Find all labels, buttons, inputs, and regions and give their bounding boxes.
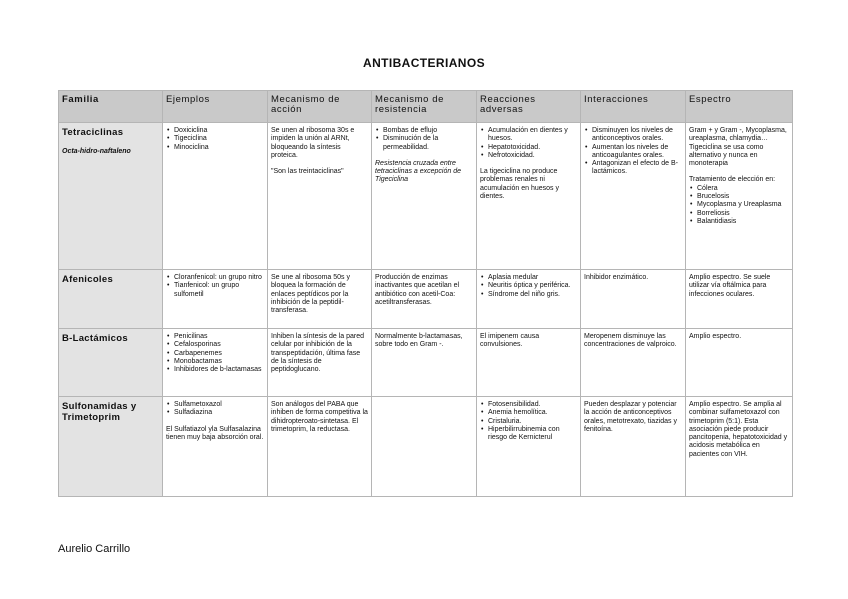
- list-item: • Cólera: [689, 185, 789, 193]
- familia-cell: [59, 329, 163, 397]
- header-reacciones-adversas: Reacciones adversas: [477, 91, 581, 123]
- adversas-cell: [477, 270, 581, 329]
- cell-text: Tratamiento de elección en:: [689, 176, 776, 184]
- list-item: • Cloranfenicol: un grupo nitro: [166, 274, 264, 282]
- cell-text: Son análogos del PABA que inhiben de forma competitiva la dihidropteroato-sintetasa. El trimetoprim, la reductasa.: [271, 401, 368, 433]
- list-item: • Doxiciclina: [166, 127, 264, 135]
- familia-name: Afenicoles: [62, 274, 114, 285]
- list-item: • Neuritis óptica y periférica.: [480, 282, 577, 290]
- list-item: • Carbapenemes: [166, 350, 264, 358]
- list-item: • Síndrome del niño gris.: [480, 291, 577, 299]
- espectro-cell: [686, 123, 793, 270]
- list-item: • Sulfadiazina: [166, 409, 264, 417]
- list-item: • Disminución de la permeabilidad.: [375, 135, 473, 152]
- cell-text: Meropenem disminuye las concentraciones de valproico.: [584, 333, 677, 349]
- header-familia: Familia: [59, 91, 163, 123]
- familia-name: Tetraciclinas: [62, 127, 124, 138]
- author-name: Aurelio Carrillo: [58, 543, 131, 555]
- cell-text: Amplio espectro. Se suele utilizar vía oftálmica para infecciones oculares.: [689, 274, 771, 298]
- cell-text: Se unen al ribosoma 30s e impiden la unión al ARNt, bloqueando la síntesis proteica.: [271, 127, 355, 159]
- resistencia-cell: [372, 397, 477, 497]
- espectro-cell: [686, 397, 793, 497]
- cell-text: Normalmente b-lactamasas, sobre todo en Gram -.: [375, 333, 463, 349]
- cell-text: Pueden desplazar y potenciar la acción de anticonceptivos orales, metotrexato, tiazidas y fenitoína.: [584, 401, 677, 433]
- list-item: • Hepatotoxicidad.: [480, 144, 577, 152]
- document-title: ANTIBACTERIANOS: [363, 56, 485, 70]
- familia-cell: [59, 397, 163, 497]
- familia-name: B-Lactámicos: [62, 333, 128, 344]
- table-row: [59, 397, 793, 497]
- espectro-cell: [686, 270, 793, 329]
- list-item: • Nefrotoxicidad.: [480, 152, 577, 160]
- header-interacciones: Interacciones: [581, 91, 686, 123]
- resistencia-cell: [372, 123, 477, 270]
- list-item: • Cefalosporinas: [166, 341, 264, 349]
- header-ejemplos: Ejemplos: [163, 91, 268, 123]
- list-item: • Inhibidores de b-lactamasas: [166, 366, 264, 374]
- list-item: • Balantidiasis: [689, 218, 789, 226]
- list-item: • Brucelosis: [689, 193, 789, 201]
- cell-text: Inhiben la síntesis de la pared celular por inhibición de la transpeptidación, última fase de la síntesis de peptidoglucano.: [271, 333, 365, 374]
- adversas-cell: [477, 397, 581, 497]
- interacciones-cell: [581, 123, 686, 270]
- accion-cell: [268, 123, 372, 270]
- cell-text: Inhibidor enzimático.: [584, 274, 649, 281]
- list-item: • Tianfenicol: un grupo sulfometil: [166, 282, 264, 299]
- cell-text: Gram + y Gram -, Mycoplasma, ureaplasma, chlamydia… Tigeciclina se usa como alternativo y nunca en monoterapia: [689, 127, 787, 168]
- cell-text: "Son las treintaciclinas": [271, 168, 344, 176]
- list-item: • Fotosensibilidad.: [480, 401, 577, 409]
- header-mecanismo-resistencia: Mecanismo de resistencia: [372, 91, 477, 123]
- resistencia-cell: [372, 270, 477, 329]
- adversas-cell: [477, 329, 581, 397]
- list-item: • Hiperbilirrubinemia con riesgo de Kernicterul: [480, 426, 577, 443]
- antibacterial-table: [58, 90, 793, 497]
- header-mecanismo-accion: Mecanismo de acción: [268, 91, 372, 123]
- ejemplos-cell: [163, 270, 268, 329]
- familia-name: Sulfonamidas y Trimetoprim: [62, 401, 137, 423]
- familia-cell: [59, 123, 163, 270]
- header-row: [59, 91, 793, 123]
- list-item: • Minociclina: [166, 144, 264, 152]
- list-item: • Tigeciclina: [166, 135, 264, 143]
- list-item: • Aplasia medular: [480, 274, 577, 282]
- list-item: • Monobactamas: [166, 358, 264, 366]
- list-item: • Acumulación en dientes y huesos.: [480, 127, 577, 144]
- cell-text: Producción de enzimas inactivantes que acetilan el antibiótico con acetil-Coa: acetiltransferasas.: [375, 274, 460, 306]
- table-row: [59, 329, 793, 397]
- cell-note: La tigeciclina no produce problemas renales ni acumulación en huesos y dientes.: [480, 168, 559, 201]
- list-item: • Borreliosis: [689, 210, 789, 218]
- list-item: • Sulfametoxazol: [166, 401, 264, 409]
- ejemplos-cell: [163, 123, 268, 270]
- resistencia-cell: [372, 329, 477, 397]
- interacciones-cell: [581, 270, 686, 329]
- cell-text: Se une al ribosoma 50s y bloquea la formación de enlaces peptídicos por la inhibición de la peptidil-transferasa.: [271, 274, 350, 315]
- cell-text: Amplio espectro.: [689, 333, 742, 340]
- interacciones-cell: [581, 397, 686, 497]
- accion-cell: [268, 270, 372, 329]
- adversas-cell: [477, 123, 581, 270]
- list-item: • Aumentan los niveles de anticoagulantes orales.: [584, 144, 682, 161]
- cell-note: El Sulfatiazol yla Sulfasalazina tienen muy baja absorción oral.: [166, 425, 264, 441]
- table-row: [59, 123, 793, 270]
- cell-note: Resistencia cruzada entre tetraciclinas a excepción de Tigeciclina: [375, 159, 461, 184]
- familia-subtitle: Octa-hidro-naftaleno: [62, 148, 131, 155]
- accion-cell: [268, 397, 372, 497]
- list-item: • Anemia hemolítica.: [480, 409, 577, 417]
- list-item: • Cristaluria.: [480, 418, 577, 426]
- ejemplos-cell: [163, 329, 268, 397]
- accion-cell: [268, 329, 372, 397]
- list-item: • Penicilinas: [166, 333, 264, 341]
- cell-text: Amplio espectro. Se amplia al combinar sulfametoxazol con trimetoprim (5:1). Esta asociación piede producir pancitopenia, hepatotoxicidad y acidosis metabólica en pacientes con VIH.: [689, 401, 788, 458]
- list-item: • Mycoplasma y Ureaplasma: [689, 201, 789, 209]
- cell-text: El imipenem causa convulsiones.: [480, 333, 540, 349]
- espectro-cell: [686, 329, 793, 397]
- table-row: [59, 270, 793, 329]
- ejemplos-cell: [163, 397, 268, 497]
- list-item: • Bombas de eflujo: [375, 127, 473, 135]
- list-item: • Disminuyen los niveles de anticonceptivos orales.: [584, 127, 682, 144]
- interacciones-cell: [581, 329, 686, 397]
- familia-cell: [59, 270, 163, 329]
- header-espectro: Espectro: [686, 91, 793, 123]
- list-item: • Antagonizan el efecto de B-lactámicos.: [584, 160, 682, 177]
